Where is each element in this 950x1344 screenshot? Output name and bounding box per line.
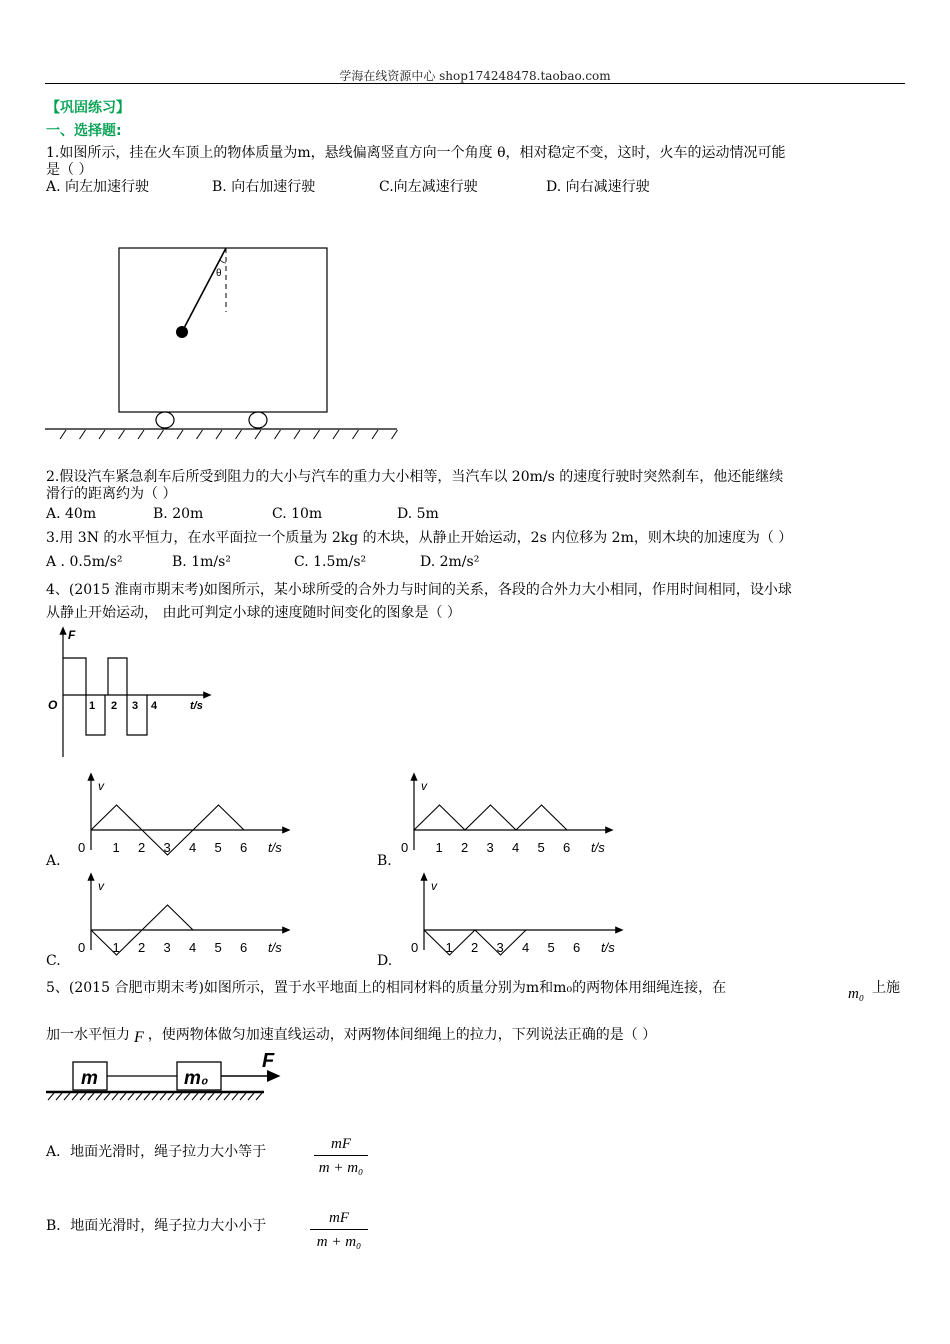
v-graph-tick: 5	[214, 940, 222, 955]
ground-hatching	[60, 430, 398, 439]
v-graph-x-label: t/s	[601, 940, 615, 955]
v-graph-tick: 2	[138, 840, 146, 855]
hatch-mark	[96, 1093, 102, 1100]
v-graph-y-label: v	[431, 879, 437, 893]
hatch-mark	[80, 1093, 86, 1100]
block-m0-label: m₀	[184, 1068, 209, 1089]
v-graph-tick: 5	[214, 840, 222, 855]
hatch-mark	[136, 1093, 142, 1100]
section-title: 【巩固练习】	[46, 100, 130, 116]
q4-stem-line1: 4、(2015 淮南市期末考)如图所示，某小球所受的合外力与时间的关系，各段的合外力大小相同，作用时间相同，设小球	[46, 582, 792, 598]
hatch-mark	[333, 430, 339, 439]
q4-force-graph	[40, 625, 220, 765]
force-step-1	[63, 658, 105, 735]
q2-stem-line2: 滑行的距离约为（ ）	[46, 486, 177, 502]
q4-option-a-label[interactable]: A.	[46, 853, 61, 869]
q5-stem-line1: 5、(2015 合肥市期末考)如图所示，置于水平地面上的相同材料的质量分别为m和m₀的两物体用细绳连接，在	[46, 980, 727, 996]
q2-option-b[interactable]: B. 20m	[153, 506, 204, 522]
hatch-mark	[120, 1093, 126, 1100]
q4-graph-a	[72, 770, 312, 862]
q5-F-inline: F	[134, 1029, 144, 1046]
angle-arc	[220, 260, 226, 263]
hatch-mark	[197, 430, 203, 439]
hatch-mark	[314, 430, 320, 439]
hatch-mark	[353, 430, 359, 439]
v-graph-x-label: t/s	[268, 840, 282, 855]
hatch-mark	[56, 1093, 62, 1100]
q5-blocks-figure	[40, 1045, 290, 1110]
q5-stem-line2-a: 加一水平恒力	[46, 1027, 130, 1043]
v-graph-tick: 0	[78, 840, 86, 855]
v-graph-tick: 5	[537, 840, 545, 855]
v-graph-tick: 2	[138, 940, 146, 955]
q5-stem-line1-end: 上施	[872, 980, 900, 996]
hatch-mark	[248, 1093, 254, 1100]
q2-stem-line1: 2.假设汽车紧急刹车后所受到阻力的大小与汽车的重力大小相等，当汽车以 20m/s 的速度行驶时突然刹车，他还能继续	[46, 469, 784, 485]
q5-stem-line2	[46, 1026, 656, 1044]
force-graph-x-label: t/s	[190, 700, 203, 712]
hatch-mark	[99, 430, 105, 439]
hatch-mark	[236, 430, 242, 439]
hatch-mark	[240, 1093, 246, 1100]
v-graph-tick: 1	[435, 840, 443, 855]
hatch-mark	[255, 430, 261, 439]
q2-option-d[interactable]: D. 5m	[397, 506, 439, 522]
hatch-mark	[112, 1093, 118, 1100]
v-graph-tick: 3	[163, 840, 171, 855]
q1-stem-line2: 是（ ）	[46, 162, 93, 178]
force-tick-2: 2	[111, 700, 118, 712]
q2-option-a[interactable]: A. 40m	[46, 506, 97, 522]
q3-option-d[interactable]: D. 2m/s²	[420, 554, 480, 570]
q4-option-b-label[interactable]: B.	[377, 853, 392, 869]
v-graph-line	[414, 805, 567, 830]
q5-option-b[interactable]: B．地面光滑时，绳子拉力大小小于	[46, 1218, 267, 1234]
v-graph-y-label: v	[98, 879, 104, 893]
v-graph-tick: 1	[445, 940, 453, 955]
q5-option-a-fraction	[314, 1136, 368, 1177]
hatch-mark	[184, 1093, 190, 1100]
q1-option-d[interactable]: D. 向右减速行驶	[546, 179, 650, 195]
hatch-mark	[158, 430, 164, 439]
hatch-mark	[119, 430, 125, 439]
train-car-body	[119, 248, 327, 412]
q5-option-a[interactable]: A．地面光滑时，绳子拉力大小等于	[46, 1144, 267, 1160]
hatch-mark	[177, 430, 183, 439]
q5-stem-line2-b: ，使两物体做匀加速直线运动，对两物体间细绳上的拉力，下列说法正确的是（ ）	[147, 1027, 657, 1043]
q4-graph-b	[395, 770, 635, 862]
block-m-label: m	[81, 1068, 98, 1089]
hatch-mark	[216, 430, 222, 439]
q3-option-c[interactable]: C. 1.5m/s²	[294, 554, 367, 570]
page-header: 学海在线资源中心 shop174248478.taobao.com	[339, 69, 611, 83]
hatch-mark	[208, 1093, 214, 1100]
hatch-mark	[216, 1093, 222, 1100]
q5-option-b-denominator: m + m₀	[316, 1234, 362, 1250]
hatch-mark	[138, 430, 144, 439]
v-graph-tick: 6	[240, 940, 248, 955]
hatch-mark	[104, 1093, 110, 1100]
q2-option-c[interactable]: C. 10m	[272, 506, 323, 522]
header-divider	[45, 83, 905, 84]
hatch-mark	[160, 1093, 166, 1100]
wheel-right	[249, 412, 267, 428]
force-tick-3: 3	[132, 700, 139, 712]
v-graph-tick: 4	[522, 940, 530, 955]
v-graph-tick: 2	[461, 840, 469, 855]
v-graph-x-label: t/s	[268, 940, 282, 955]
v-graph-tick: 3	[486, 840, 494, 855]
q5-ground-hatching	[48, 1093, 262, 1100]
v-graph-tick: 3	[163, 940, 171, 955]
hatch-mark	[192, 1093, 198, 1100]
q5-option-b-fraction	[310, 1210, 368, 1251]
hatch-mark	[200, 1093, 206, 1100]
v-graph-tick: 0	[78, 940, 86, 955]
q1-option-a[interactable]: A. 向左加速行驶	[46, 179, 150, 195]
hatch-mark	[224, 1093, 230, 1100]
v-graph-tick: 0	[411, 940, 419, 955]
hatch-mark	[72, 1093, 78, 1100]
q1-option-b[interactable]: B. 向右加速行驶	[212, 179, 316, 195]
hatch-mark	[372, 430, 378, 439]
v-graph-tick: 6	[240, 840, 248, 855]
q3-option-b[interactable]: B. 1m/s²	[172, 554, 231, 570]
hatch-mark	[80, 430, 86, 439]
v-graph-tick: 1	[112, 840, 120, 855]
hatch-mark	[152, 1093, 158, 1100]
hatch-mark	[392, 430, 398, 439]
v-graph-x-label: t/s	[591, 840, 605, 855]
hatch-mark	[48, 1093, 54, 1100]
pendulum-bob	[176, 326, 188, 338]
v-graph-y-label: v	[421, 779, 427, 793]
q4-graph-d	[405, 870, 645, 962]
force-label: F	[262, 1050, 275, 1072]
hatch-mark	[128, 1093, 134, 1100]
hatch-mark	[176, 1093, 182, 1100]
hatch-mark	[168, 1093, 174, 1100]
q4-graph-c	[72, 870, 312, 962]
hatch-mark	[88, 1093, 94, 1100]
hatch-mark	[256, 1093, 262, 1100]
v-graph-y-label: v	[98, 779, 104, 793]
q5-option-a-denominator: m + m₀	[318, 1160, 364, 1176]
theta-label: θ	[216, 268, 222, 279]
v-graph-tick: 1	[112, 940, 120, 955]
v-graph-tick: 0	[401, 840, 409, 855]
force-tick-4: 4	[151, 700, 158, 712]
q1-option-c[interactable]: C.向左减速行驶	[379, 179, 478, 195]
v-graph-tick: 3	[496, 940, 504, 955]
wheel-left	[156, 412, 174, 428]
q1-train-figure	[40, 240, 410, 445]
hatch-mark	[64, 1093, 70, 1100]
section-subtitle: 一、选择题:	[46, 123, 122, 139]
v-graph-tick: 4	[189, 840, 197, 855]
q3-option-a[interactable]: A . 0.5m/s²	[46, 554, 123, 570]
hatch-mark	[60, 430, 66, 439]
q5-option-a-numerator: mF	[314, 1136, 368, 1156]
v-graph-tick: 5	[547, 940, 555, 955]
q4-stem-line2: 从静止开始运动， 由此可判定小球的速度随时间变化的图象是（ ）	[46, 605, 461, 621]
force-graph-y-label: F	[68, 628, 76, 642]
v-graph-tick: 6	[573, 940, 581, 955]
hatch-mark	[275, 430, 281, 439]
q4-option-c-label[interactable]: C.	[46, 953, 61, 969]
force-tick-1: 1	[89, 700, 96, 712]
q3-stem: 3.用 3N 的水平恒力，在水平面拉一个质量为 2kg 的木块，从静止开始运动，2s 内位移为 2m，则木块的加速度为（ ）	[46, 530, 793, 546]
v-graph-tick: 4	[189, 940, 197, 955]
q5-m0-inline: m₀	[848, 986, 865, 1002]
pendulum-string	[183, 248, 226, 330]
q4-option-d-label[interactable]: D.	[377, 953, 393, 969]
v-graph-tick: 6	[563, 840, 571, 855]
hatch-mark	[232, 1093, 238, 1100]
hatch-mark	[294, 430, 300, 439]
q5-option-b-numerator: mF	[310, 1210, 368, 1230]
hatch-mark	[144, 1093, 150, 1100]
v-graph-tick: 4	[512, 840, 520, 855]
q1-stem-line1: 1.如图所示，挂在火车顶上的物体质量为m，悬线偏离竖直方向一个角度 θ，相对稳定不变，这时，火车的运动情况可能	[46, 145, 786, 161]
v-graph-tick: 2	[471, 940, 479, 955]
force-graph-origin: O	[48, 698, 58, 712]
